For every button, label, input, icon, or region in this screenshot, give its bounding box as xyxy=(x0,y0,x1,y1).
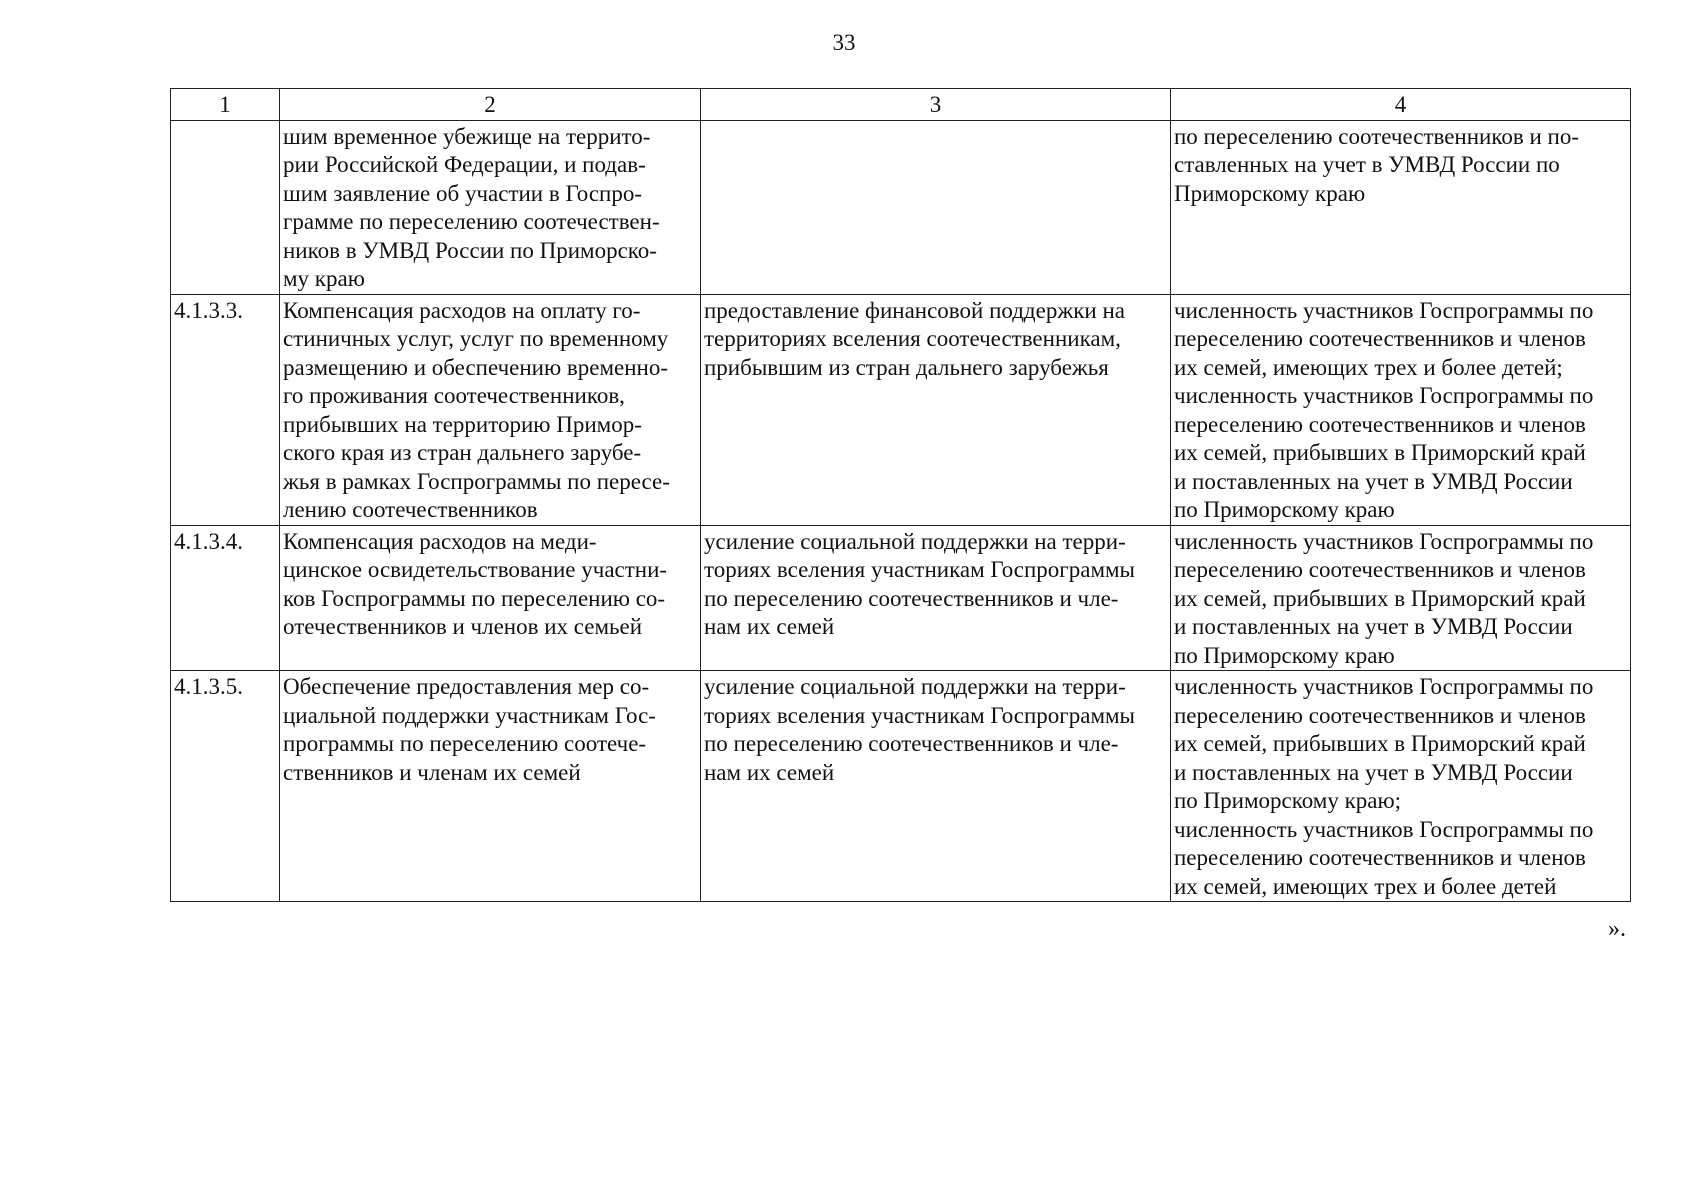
cell-text-line: предоставление финансовой поддержки на xyxy=(704,297,1125,323)
measure-name-cell xyxy=(280,120,701,294)
cell-text-line: лению соотечественников xyxy=(283,497,538,522)
cell-text-line: переселению соотечественников и членов xyxy=(1174,557,1586,582)
cell-text-line: размещению и обеспечению временно- xyxy=(283,354,669,380)
cell-text-line: и поставленных на учет в УМВД России xyxy=(1174,759,1573,785)
cell-text-line: численность участников Госпрограммы по xyxy=(1174,816,1594,842)
row-number-cell xyxy=(171,120,280,294)
indicator-cell xyxy=(1171,525,1631,671)
goal-cell xyxy=(701,525,1171,671)
closing-quote-mark: ». xyxy=(1608,916,1626,942)
cell-text-line: ториях вселения участникам Госпрограммы xyxy=(704,557,1136,582)
cell-text-line: Компенсация расходов на оплату го- xyxy=(283,297,641,323)
cell-text-line: переселению соотечественников и членов xyxy=(1174,411,1586,437)
cell-text-line: численность участников Госпрограммы по xyxy=(1174,528,1594,554)
page-number: 33 xyxy=(832,30,856,55)
cell-text-line: нам их семей xyxy=(704,614,835,639)
cell-text-line: переселению соотечественников и членов xyxy=(1174,702,1586,728)
cell-text-line: Обеспечение предоставления мер со- xyxy=(283,674,650,699)
goal-cell xyxy=(701,120,1171,294)
measure-name-cell xyxy=(280,525,701,671)
cell-text-line: их семей, имеющих трех и более детей; xyxy=(1174,354,1563,380)
cell-text-line: стиничных услуг, услуг по временному xyxy=(283,326,669,351)
cell-text-line: грамме по переселению соотечествен- xyxy=(283,209,660,234)
cell-text-line: ториях вселения участникам Госпрограммы xyxy=(704,702,1136,728)
cell-text-line: переселению соотечественников и членов xyxy=(1174,845,1586,870)
measure-name-cell xyxy=(280,294,701,525)
cell-text-line: переселению соотечественников и членов xyxy=(1174,326,1586,351)
cell-text-line: Компенсация расходов на меди- xyxy=(283,528,597,554)
cell-text-line: прибывшим из стран дальнего зарубежья xyxy=(704,354,1109,380)
indicator-cell xyxy=(1171,671,1631,902)
table-row xyxy=(171,120,1631,294)
cell-text-line: ственников и членам их семей xyxy=(283,759,581,785)
cell-text-line: их семей, прибывших в Приморский край xyxy=(1174,731,1586,756)
row-number-cell xyxy=(171,671,280,902)
cell-text-line: ставленных на учет в УМВД России по xyxy=(1174,152,1560,177)
cell-text-line: Приморскому краю xyxy=(1174,180,1366,206)
program-table xyxy=(170,88,1631,902)
cell-text-line: отечественников и членов их семьей xyxy=(283,614,643,639)
cell-text-line: и поставленных на учет в УМВД России xyxy=(1174,468,1573,494)
cell-text-line: по Приморскому краю; xyxy=(1174,788,1402,813)
cell-text-line: по Приморскому краю xyxy=(1174,642,1395,668)
cell-text-line: их семей, прибывших в Приморский край xyxy=(1174,585,1586,611)
cell-text-line: цинское освидетельствование участни- xyxy=(283,557,668,582)
cell-text-line: ников в УМВД России по Приморско- xyxy=(283,237,657,263)
cell-text-line: их семей, имеющих трех и более детей xyxy=(1174,873,1557,899)
goal-cell xyxy=(701,671,1171,902)
table-row xyxy=(171,671,1631,902)
cell-text-line: по переселению соотечественников и по- xyxy=(1174,123,1579,149)
cell-text-line: программы по переселению соотече- xyxy=(283,731,647,756)
indicator-cell xyxy=(1171,294,1631,525)
cell-text-line: усиление социальной поддержки на терри- xyxy=(704,674,1126,699)
cell-text-line: численность участников Госпрограммы по xyxy=(1174,297,1594,323)
cell-text-line: прибывших на территорию Примор- xyxy=(283,411,642,437)
table-header-row xyxy=(171,89,1631,121)
cell-text-line: циальной поддержки участникам Гос- xyxy=(283,702,656,728)
table-row xyxy=(171,294,1631,525)
column-header-3: 3 xyxy=(701,89,1171,121)
row-number-cell xyxy=(171,525,280,671)
row-number: 4.1.3.5. xyxy=(174,674,243,699)
cell-text-line: нам их семей xyxy=(704,759,835,785)
cell-text-line: численность участников Госпрограммы по xyxy=(1174,383,1594,408)
indicator-cell xyxy=(1171,120,1631,294)
cell-text-line: ского края из стран дальнего зарубе- xyxy=(283,440,642,465)
cell-text-line: рии Российской Федерации, и подав- xyxy=(283,152,646,177)
table-body xyxy=(171,120,1631,902)
row-number: 4.1.3.4. xyxy=(174,528,243,554)
cell-text-line: усиление социальной поддержки на терри- xyxy=(704,528,1126,554)
table-row xyxy=(171,525,1631,671)
row-number-cell xyxy=(171,294,280,525)
row-number: 4.1.3.3. xyxy=(174,297,243,323)
cell-text-line: по Приморскому краю xyxy=(1174,497,1395,522)
cell-text-line: их семей, прибывших в Приморский край xyxy=(1174,440,1586,465)
cell-text-line: ков Госпрограммы по переселению со- xyxy=(283,585,666,611)
cell-text-line: жья в рамках Госпрограммы по пересе- xyxy=(283,468,670,494)
measure-name-cell xyxy=(280,671,701,902)
cell-text-line: по переселению соотечественников и чле- xyxy=(704,585,1119,611)
cell-text-line: му краю xyxy=(283,266,365,291)
column-header-1: 1 xyxy=(171,89,280,121)
goal-cell xyxy=(701,294,1171,525)
cell-text-line: по переселению соотечественников и чле- xyxy=(704,731,1119,756)
column-header-4: 4 xyxy=(1171,89,1631,121)
cell-text-line: шим временное убежище на террито- xyxy=(283,123,651,149)
cell-text-line: численность участников Госпрограммы по xyxy=(1174,674,1594,699)
cell-text-line: шим заявление об участии в Госпро- xyxy=(283,180,643,206)
cell-text-line: и поставленных на учет в УМВД России xyxy=(1174,614,1573,639)
cell-text-line: территориях вселения соотечественникам, xyxy=(704,326,1121,351)
column-header-2: 2 xyxy=(280,89,701,121)
cell-text-line: го проживания соотечественников, xyxy=(283,383,625,408)
